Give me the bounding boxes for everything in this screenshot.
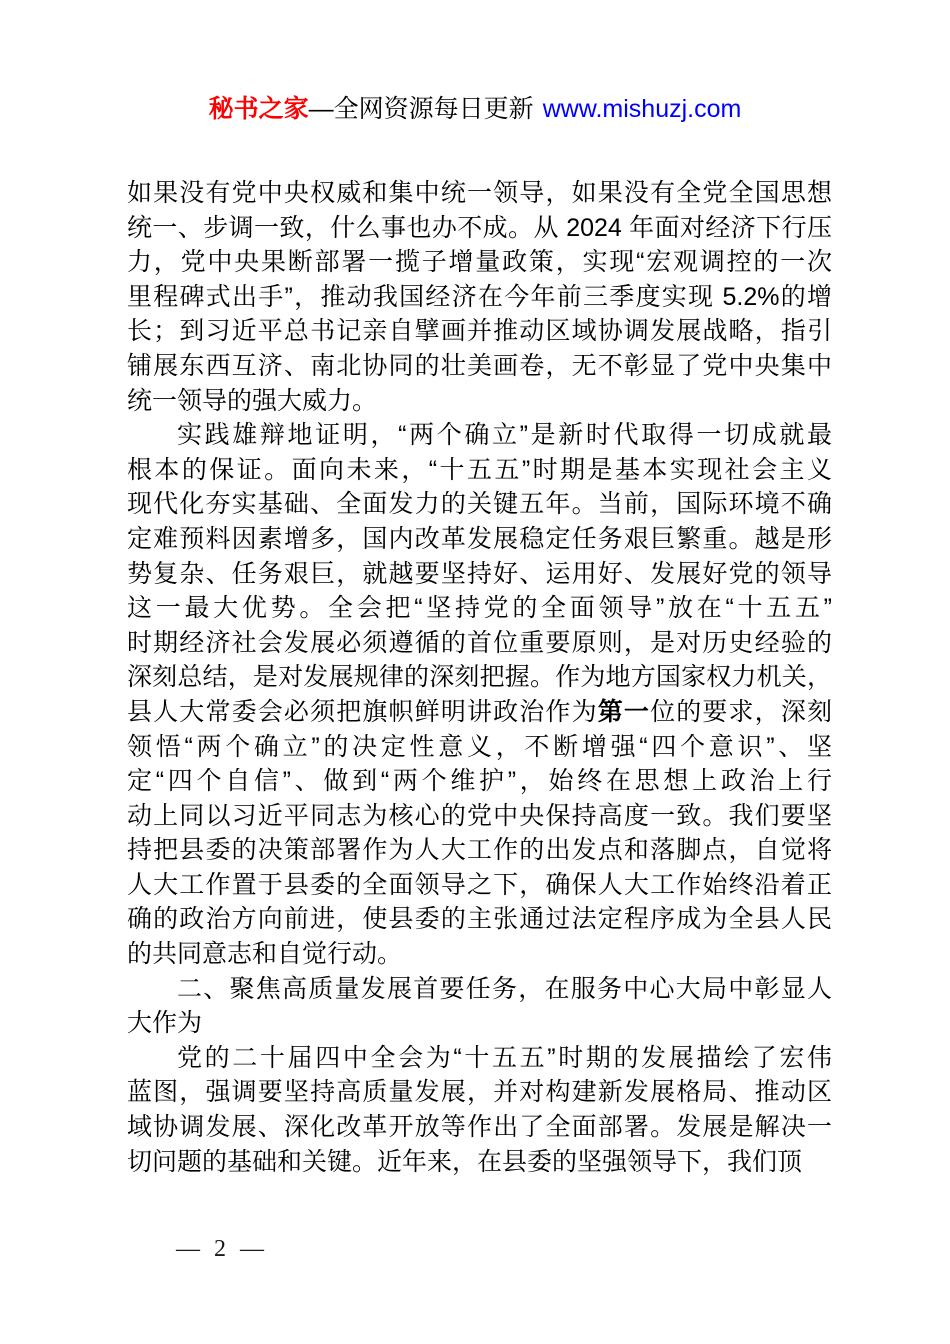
text-line: 定“四个自信”、做到“两个维护”，始终在思想上政治上行 <box>127 767 832 796</box>
text-line: 这一最大优势。全会把“坚持党的全面领导”放在“十五五” <box>127 594 832 623</box>
text-line: 如果没有党中央权威和集中统一领导，如果没有全党全国思想 <box>127 179 832 207</box>
site-tagline: —全网资源每日更新 <box>308 95 534 123</box>
text-line: 里程碑式出手”，推动我国经济在今年前三季度实现 5.2%的增 <box>127 282 832 311</box>
text-line: 力，党中央果断部署一揽子增量政策，实现“宏观调控的一次 <box>127 248 832 277</box>
text-line: 定难预料因素增多，国内改革发展稳定任务艰巨繁重。越是形 <box>127 524 832 553</box>
text-line: 统一、步调一致，什么事也办不成。从 2024 年面对经济下行压 <box>127 213 832 242</box>
site-header <box>0 89 950 125</box>
text-line: 确的政治方向前进，使县委的主张通过法定程序成为全县人民 <box>127 905 832 934</box>
site-name: 秘书之家 <box>208 95 309 123</box>
section-heading <box>127 972 832 1041</box>
text-line: 深刻总结，是对发展规律的深刻把握。作为地方国家权力机关， <box>127 663 832 692</box>
text-line: 县人大常委会必须把旗帜鲜明讲政治作为第一位的要求，深刻 <box>127 697 832 726</box>
text-line: 根本的保证。面向未来，“十五五”时期是基本实现社会主义 <box>127 455 832 484</box>
text-line: 统一领导的强大威力。 <box>127 386 378 415</box>
page-number: — 2 — <box>176 1236 264 1262</box>
text-line: 现代化夯实基础、全面发力的关键五年。当前，国际环境不确 <box>127 490 832 519</box>
text-line: 实践雄辩地证明，“两个确立”是新时代取得一切成就最 <box>177 421 832 450</box>
text-line: 域协调发展、深化改革开放等作出了全面部署。发展是解决一 <box>127 1113 832 1142</box>
text-line: 的共同意志和自觉行动。 <box>127 940 403 969</box>
paragraph <box>127 176 832 418</box>
text-line: 持把县委的决策部署作为人大工作的出发点和落脚点，自觉将 <box>127 836 832 865</box>
text-line: 大作为 <box>127 1009 203 1038</box>
document-body <box>127 176 832 1179</box>
text-line: 党的二十届四中全会为“十五五”时期的发展描绘了宏伟 <box>177 1043 832 1072</box>
text-line: 二、聚焦高质量发展首要任务，在服务中心大局中彰显人 <box>177 974 832 1003</box>
text-line: 蓝图，强调要坚持高质量发展，并对构建新发展格局、推动区 <box>127 1078 832 1107</box>
text-line: 铺展东西互济、南北协同的壮美画卷，无不彰显了党中央集中 <box>127 351 832 380</box>
text-line: 长；到习近平总书记亲自擘画并推动区域协调发展战略，指引 <box>127 317 832 346</box>
text-line: 人大工作置于县委的全面领导之下，确保人大工作始终沿着正 <box>127 870 832 899</box>
paragraph <box>127 418 832 972</box>
paragraph <box>127 1041 832 1179</box>
text-line: 动上同以习近平同志为核心的党中央保持高度一致。我们要坚 <box>127 801 832 830</box>
site-url-link[interactable]: www.mishuzj.com <box>542 95 742 123</box>
text-line: 领悟“两个确立”的决定性意义，不断增强“四个意识”、坚 <box>127 732 832 761</box>
text-line: 切问题的基础和关键。近年来，在县委的坚强领导下，我们顶 <box>127 1147 803 1176</box>
text-line: 势复杂、任务艰巨，就越要坚持好、运用好、发展好党的领导 <box>127 559 832 588</box>
text-line: 时期经济社会发展必须遵循的首位重要原则，是对历史经验的 <box>127 628 832 657</box>
